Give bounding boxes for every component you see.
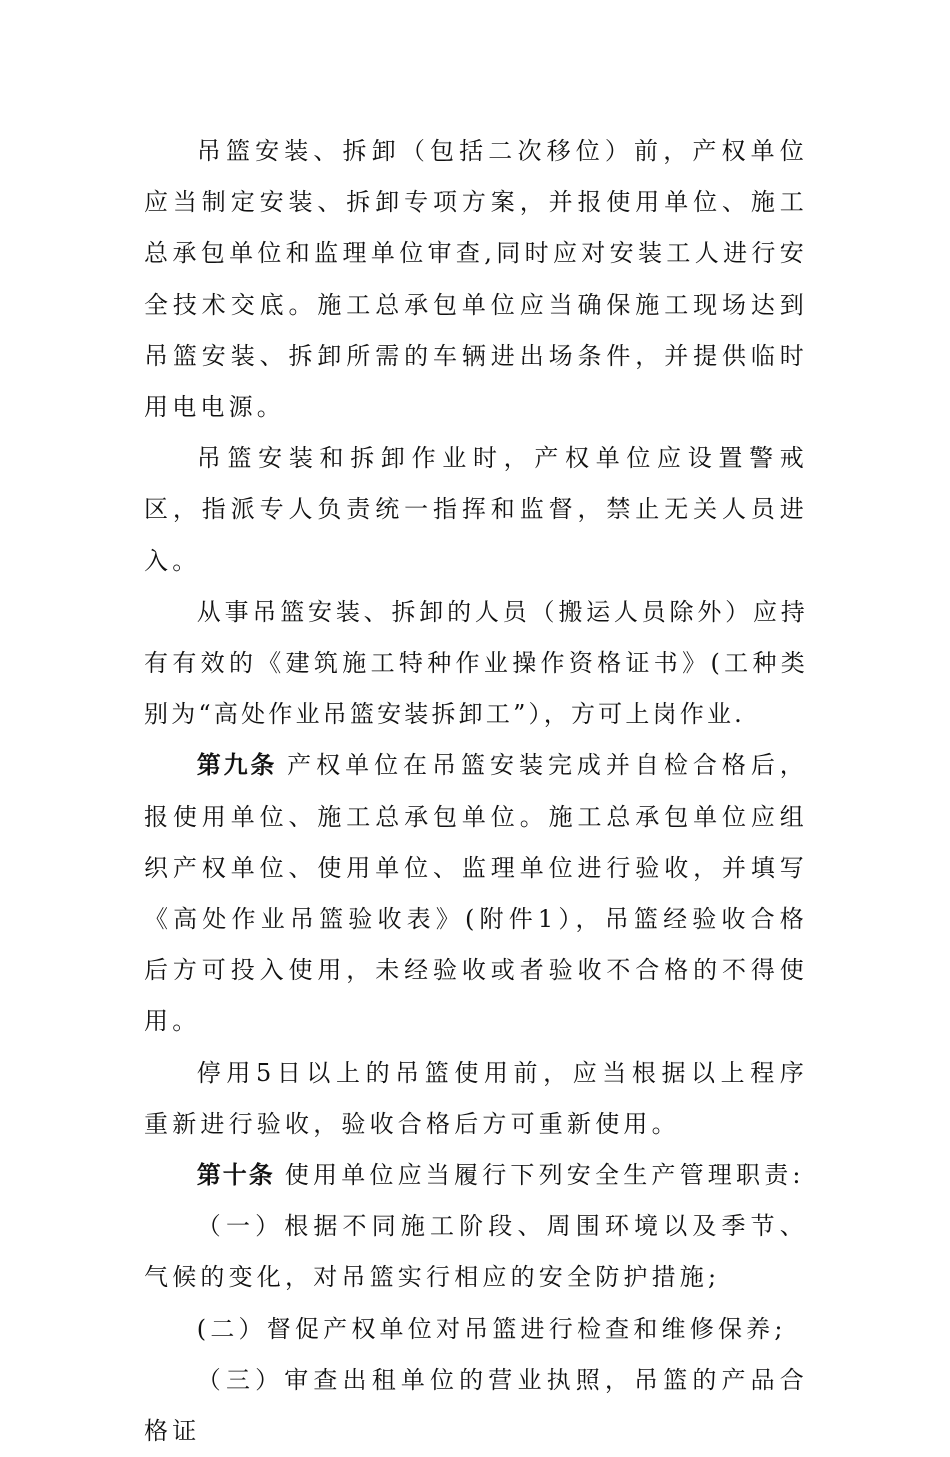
paragraph-text: 吊篮安装、拆卸（包括二次移位）前，产权单位应当制定安装、拆卸专项方案，并报使用单位、施工总承包单位和监理单位审查,同时应对安装工人进行安全技术交底。施工总承包单位应当确保施工现场达到吊篮安装、拆卸所需的车辆进出场条件，并提供临时用电电源。	[144, 137, 808, 422]
paragraph-text: 产权单位在吊篮安装完成并自检合格后，报使用单位、施工总承包单位。施工总承包单位应组织产权单位、使用单位、监理单位进行验收，并填写《高处作业吊篮验收表》(附件1），吊篮经验收合格后方可投入使用，未经验收或者验收不合格的不得使用。	[144, 751, 808, 1036]
paragraph-text: 停用5日以上的吊篮使用前，应当根据以上程序重新进行验收，验收合格后方可重新使用。	[144, 1058, 808, 1138]
paragraph-text: (二）督促产权单位对吊篮进行检查和维修保养;	[196, 1314, 787, 1343]
document-body	[144, 126, 808, 1457]
paragraph-article-9	[144, 740, 808, 1047]
paragraph-text: （三）审查出租单位的营业执照，吊篮的产品合格证	[144, 1365, 808, 1446]
paragraph-item-1	[144, 1201, 808, 1303]
paragraph-text: 从事吊篮安装、拆卸的人员（搬运人员除外）应持有有效的《建筑施工特种作业操作资格证书》(工种类别为“高处作业吊篮安装拆卸工”），方可上岗作业.	[144, 597, 808, 729]
article-9-label: 第九条	[196, 751, 278, 780]
paragraph-text: 吊篮安装和拆卸作业时，产权单位应设置警戒区，指派专人负责统一指挥和监督，禁止无关人员进入。	[144, 444, 808, 575]
paragraph-text: 使用单位应当履行下列安全生产管理职责:	[284, 1161, 805, 1190]
paragraph-text: （一）根据不同施工阶段、周围环境以及季节、气候的变化，对吊篮实行相应的安全防护措施;	[144, 1212, 808, 1292]
article-10-label: 第十条	[196, 1161, 275, 1190]
paragraph-article-10	[144, 1150, 808, 1201]
paragraph-item-3	[144, 1355, 808, 1457]
paragraph-personnel-certificate	[144, 587, 808, 741]
paragraph-warning-zone	[144, 433, 808, 587]
paragraph-installation-plan	[144, 126, 808, 433]
paragraph-item-2	[144, 1304, 808, 1355]
paragraph-re-acceptance	[144, 1048, 808, 1150]
